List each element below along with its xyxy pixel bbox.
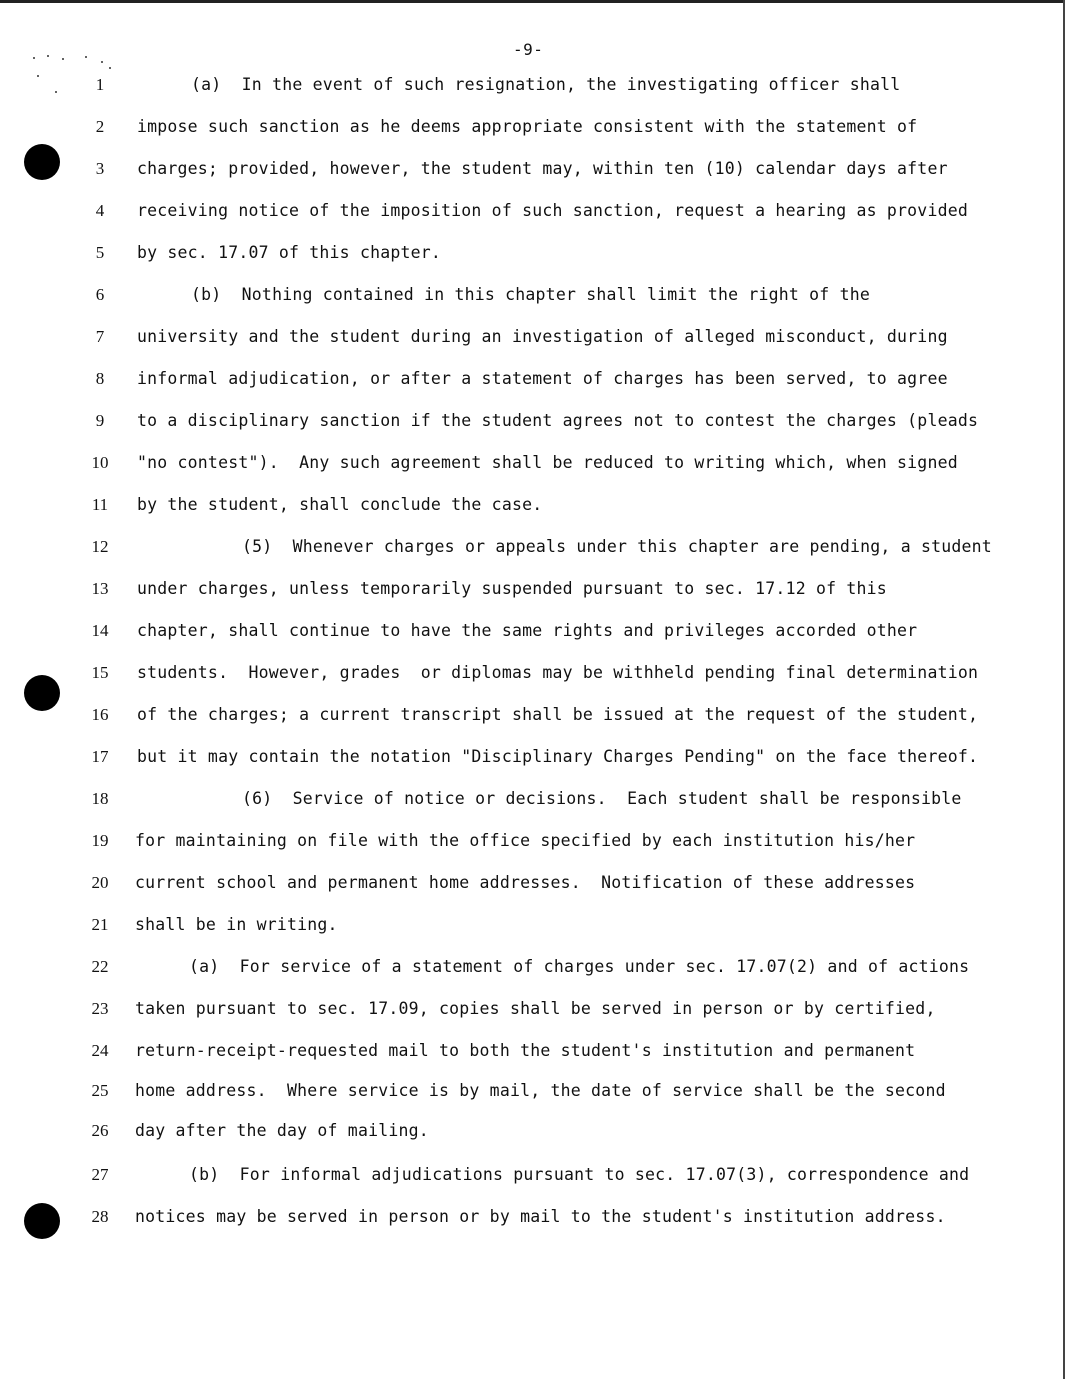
- document-line: [0, 745, 1065, 769]
- document-line: [0, 955, 1065, 979]
- line-text: by the student, shall conclude the case.: [137, 495, 543, 514]
- document-line: [0, 913, 1065, 937]
- document-line: [0, 1079, 1065, 1103]
- line-number: 20: [91, 873, 109, 892]
- line-number: 8: [95, 369, 105, 388]
- line-number: 24: [91, 1041, 109, 1060]
- line-number: 23: [91, 999, 109, 1018]
- line-number: 22: [91, 957, 109, 976]
- line-number: 26: [91, 1121, 109, 1140]
- document-line: [0, 451, 1065, 475]
- line-text: (5) Whenever charges or appeals under this chapter are pending, a student: [242, 537, 992, 556]
- document-line: [0, 535, 1065, 559]
- document-line: [0, 577, 1065, 601]
- line-number: 10: [91, 453, 109, 472]
- line-number: 14: [91, 621, 109, 640]
- line-number: 5: [95, 243, 105, 262]
- document-line: [0, 787, 1065, 811]
- line-text: day after the day of mailing.: [135, 1121, 429, 1140]
- document-line: [0, 1163, 1065, 1187]
- line-number: 25: [91, 1081, 109, 1100]
- document-line: [0, 997, 1065, 1021]
- document-line: [0, 241, 1065, 265]
- document-line: [0, 115, 1065, 139]
- document-line: [0, 73, 1065, 97]
- line-text: return-receipt-requested mail to both the student's institution and permanent: [135, 1041, 916, 1060]
- document-line: [0, 703, 1065, 727]
- document-line: [0, 493, 1065, 517]
- line-text: informal adjudication, or after a statement of charges has been served, to agree: [137, 369, 948, 388]
- document-line: [0, 199, 1065, 223]
- line-number: 6: [95, 285, 105, 304]
- document-line: [0, 325, 1065, 349]
- line-text: receiving notice of the imposition of such sanction, request a hearing as provided: [137, 201, 968, 220]
- line-number: 2: [95, 117, 105, 136]
- document-line: [0, 283, 1065, 307]
- line-text: (a) For service of a statement of charges under sec. 17.07(2) and of actions: [189, 957, 970, 976]
- line-number: 18: [91, 789, 109, 808]
- document-line: [0, 871, 1065, 895]
- line-text: (6) Service of notice or decisions. Each student shall be responsible: [242, 789, 962, 808]
- line-text: taken pursuant to sec. 17.09, copies shall be served in person or by certified,: [135, 999, 936, 1018]
- document-line: [0, 157, 1065, 181]
- line-number: 12: [91, 537, 109, 556]
- line-number: 13: [91, 579, 109, 598]
- line-number: 17: [91, 747, 109, 766]
- line-text: shall be in writing.: [135, 915, 338, 934]
- line-text: students. However, grades or diplomas may be withheld pending final determination: [137, 663, 979, 682]
- line-text: current school and permanent home addresses. Notification of these addresses: [135, 873, 916, 892]
- line-number: 16: [91, 705, 109, 724]
- line-text: (b) Nothing contained in this chapter shall limit the right of the: [191, 285, 870, 304]
- line-text: university and the student during an investigation of alleged misconduct, during: [137, 327, 948, 346]
- line-number: 21: [91, 915, 109, 934]
- line-number: 9: [95, 411, 105, 430]
- line-number: 3: [95, 159, 105, 178]
- page-number: -9-: [513, 40, 544, 59]
- document-line: [0, 619, 1065, 643]
- line-number: 4: [95, 201, 105, 220]
- line-number: 1: [95, 75, 105, 94]
- line-text: to a disciplinary sanction if the student agrees not to contest the charges (pleads: [137, 411, 979, 430]
- document-line: [0, 829, 1065, 853]
- line-number: 7: [95, 327, 105, 346]
- line-text: home address. Where service is by mail, the date of service shall be the second: [135, 1081, 946, 1100]
- line-number: 19: [91, 831, 109, 850]
- line-text: (a) In the event of such resignation, the investigating officer shall: [191, 75, 901, 94]
- document-line: [0, 1205, 1065, 1229]
- line-text: of the charges; a current transcript shall be issued at the request of the student,: [137, 705, 979, 724]
- line-text: notices may be served in person or by mail to the student's institution address.: [135, 1207, 946, 1226]
- line-text: charges; provided, however, the student may, within ten (10) calendar days after: [137, 159, 948, 178]
- document-line: [0, 1119, 1065, 1143]
- line-text: chapter, shall continue to have the same rights and privileges accorded other: [137, 621, 918, 640]
- line-text: under charges, unless temporarily suspended pursuant to sec. 17.12 of this: [137, 579, 887, 598]
- line-text: "no contest"). Any such agreement shall be reduced to writing which, when signed: [137, 453, 958, 472]
- line-text: but it may contain the notation "Disciplinary Charges Pending" on the face thereof.: [137, 747, 979, 766]
- document-line: [0, 661, 1065, 685]
- line-text: for maintaining on file with the office specified by each institution his/her: [135, 831, 916, 850]
- document-line: [0, 409, 1065, 433]
- line-number: 11: [91, 495, 109, 514]
- line-number: 28: [91, 1207, 109, 1226]
- line-number: 27: [91, 1165, 109, 1184]
- line-text: (b) For informal adjudications pursuant to sec. 17.07(3), correspondence and: [189, 1165, 970, 1184]
- line-text: by sec. 17.07 of this chapter.: [137, 243, 442, 262]
- document-line: [0, 1039, 1065, 1063]
- line-number: 15: [91, 663, 109, 682]
- page-top-edge: [0, 0, 1065, 3]
- line-text: impose such sanction as he deems appropriate consistent with the statement of: [137, 117, 918, 136]
- document-line: [0, 367, 1065, 391]
